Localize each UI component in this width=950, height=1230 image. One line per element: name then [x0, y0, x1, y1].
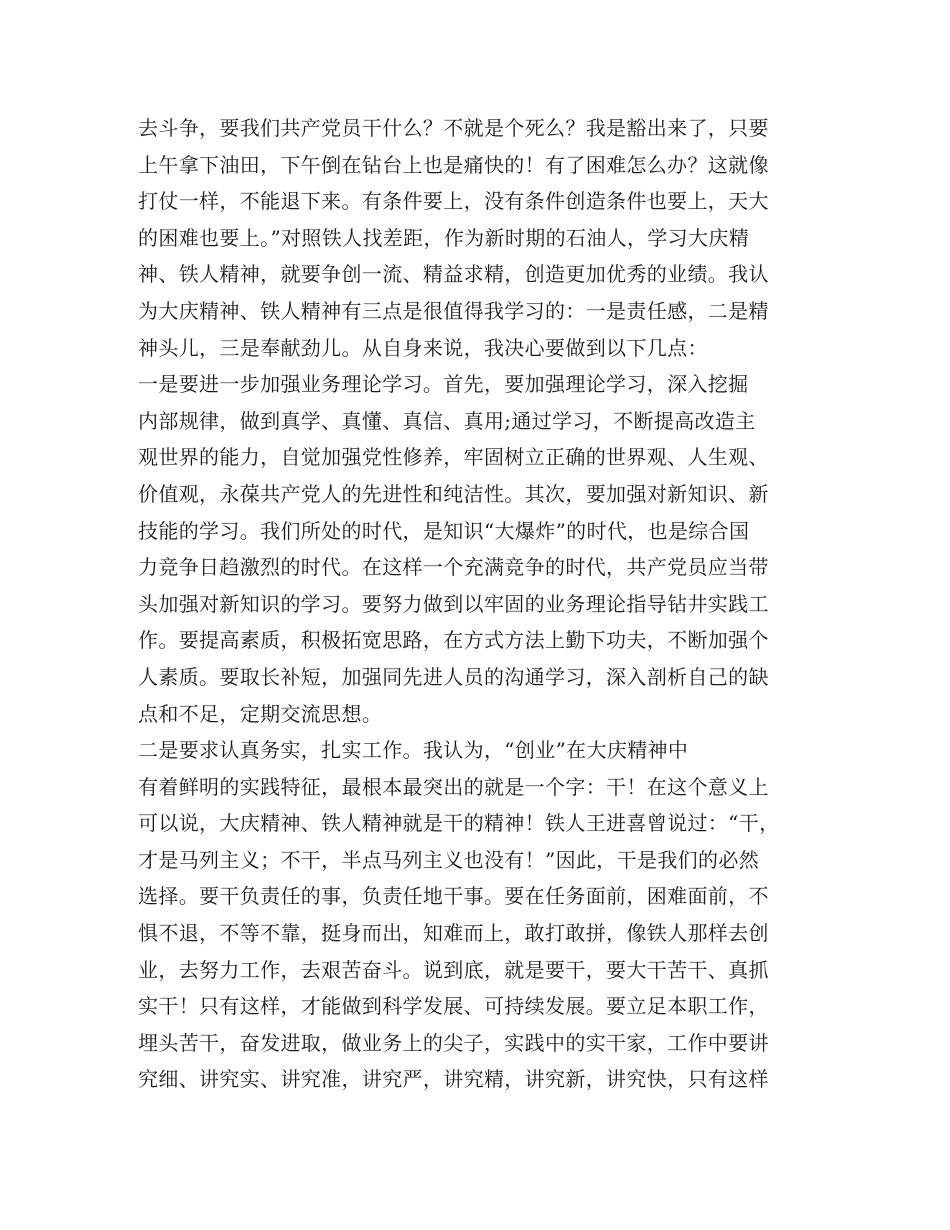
text-line: 作。要提高素质，积极拓宽思路，在方式方法上勤下功夫，不断加强个	[138, 628, 769, 653]
text-line: 惧不退，不等不靠，挺身而出，知难而上，敢打敢拼，像铁人那样去创	[138, 921, 769, 946]
text-line: 人素质。要取长补短，加强同先进人员的沟通学习，深入剖析自己的缺	[138, 664, 769, 689]
text-line: 去斗争，要我们共产党员干什么？不就是个死么？我是豁出来了，只要	[138, 116, 769, 140]
text-line: 内部规律，做到真学、真懂、真信、真用;通过学习，不断提高改造主	[138, 408, 756, 433]
text-line: 力竞争日趋激烈的时代。在这样一个充满竞争的时代，共产党员应当带	[138, 555, 769, 580]
text-line: 的困难也要上。”对照铁人找差距，作为新时期的石油人，学习大庆精	[138, 225, 750, 250]
text-line: 可以说，大庆精神、铁人精神就是干的精神！铁人王进喜曾说过：“干，	[138, 811, 780, 836]
text-line: 观世界的能力，自觉加强党性修养，牢固树立正确的世界观、人生观、	[138, 445, 769, 470]
text-line: 技能的学习。我们所处的时代，是知识“大爆炸”的时代，也是综合国	[138, 518, 750, 543]
text-line: 二是要求认真务实，扎实工作。我认为，“创业”在大庆精神中	[138, 738, 689, 763]
text-line: 神头儿，三是奉献劲儿。从自身来说，我决心要做到以下几点：	[138, 335, 708, 360]
text-line: 打仗一样，不能退下来。有条件要上，没有条件创造条件也要上，天大	[138, 189, 769, 214]
text-line: 头加强对新知识的学习。要努力做到以牢固的业务理论指导钻井实践工	[138, 591, 769, 616]
text-line: 一是要进一步加强业务理论学习。首先，要加强理论学习，深入挖掘	[138, 372, 749, 397]
text-line: 有着鲜明的实践特征，最根本最突出的就是一个字：干！在这个意义上	[138, 774, 769, 799]
text-line: 埋头苦干，奋发进取，做业务上的尖子，实践中的实干家，工作中要讲	[138, 1030, 769, 1055]
text-line: 选择。要干负责任的事，负责任地干事。要在任务面前，困难面前，不	[138, 884, 769, 909]
text-line: 上午拿下油田，下午倒在钻台上也是痛快的！有了困难怎么办？这就像	[138, 152, 769, 177]
text-line: 业，去努力工作，去艰苦奋斗。说到底，就是要干，要大干苦干、真抓	[138, 957, 769, 982]
text-line: 价值观，永葆共产党人的先进性和纯洁性。其次，要加强对新知识、新	[138, 481, 769, 506]
text-line: 神、铁人精神，就要争创一流、精益求精，创造更加优秀的业绩。我认	[138, 262, 769, 287]
text-line: 究细、讲究实、讲究准，讲究严，讲究精，讲究新，讲究快，只有这样	[138, 1067, 769, 1092]
text-line: 点和不足，定期交流思想。	[138, 701, 383, 726]
text-line: 才是马列主义；不干，半点马列主义也没有！”因此，干是我们的必然	[138, 847, 760, 872]
text-line: 实干！只有这样，才能做到科学发展、可持续发展。要立足本职工作，	[138, 994, 769, 1019]
text-line: 为大庆精神、铁人精神有三点是很值得我学习的：一是责任感，二是精	[138, 298, 769, 323]
body-text	[138, 110, 828, 1098]
